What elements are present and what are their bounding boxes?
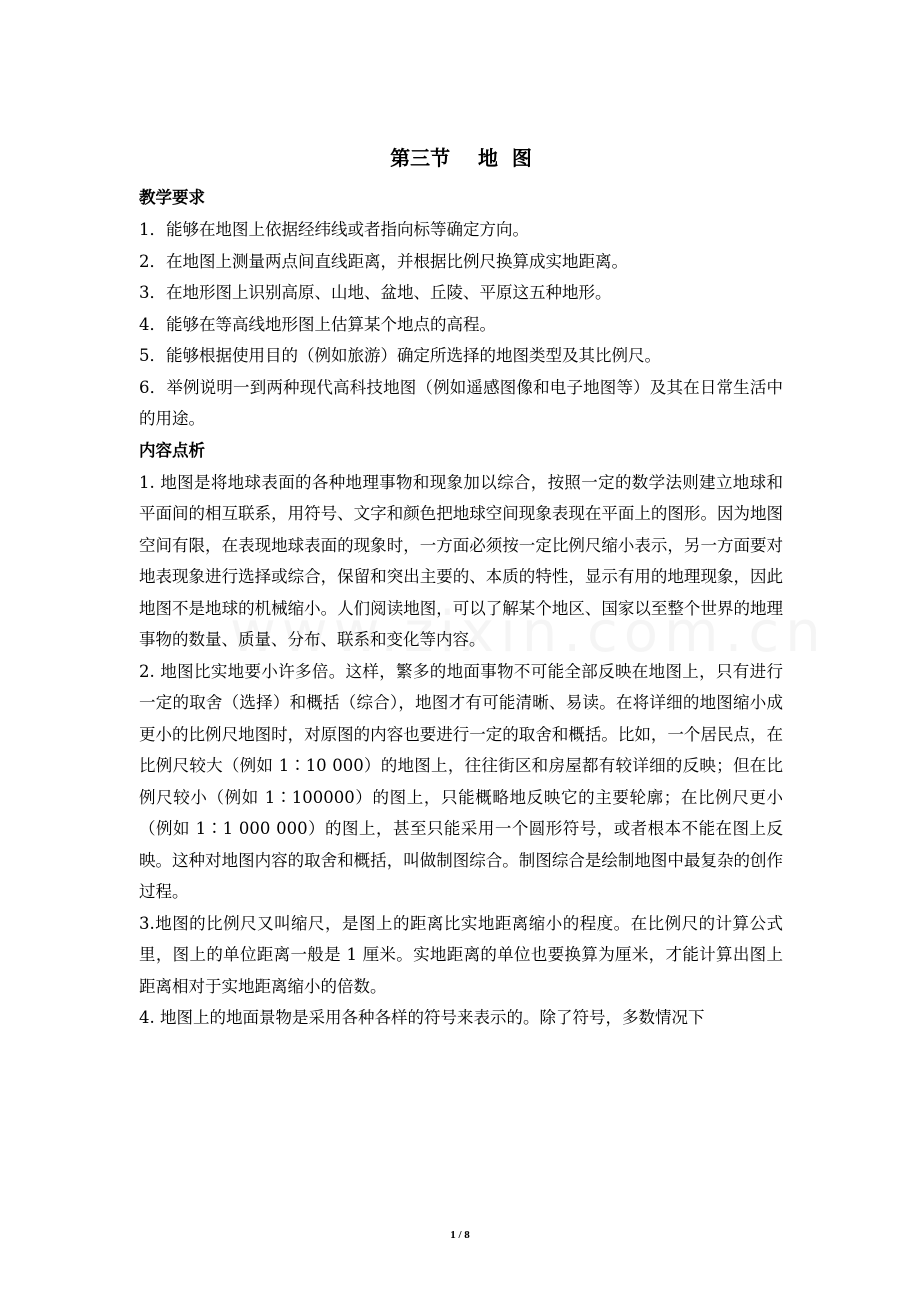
page-content <box>139 140 783 1034</box>
section-heading-analysis: 内容点析 <box>139 440 205 460</box>
analysis-paragraph: 2. 地图比实地要小许多倍。这样，繁多的地面事物不可能全部反映在地图上，只有进行一定的取舍（选择）和概括（综合），地图才有可能清晰、易读。在将详细的地图缩小成更小的比例尺地图时，对原图的内容也要进行一定的取舍和概括。比如，一个居民点，在比例尺较大（例如 1∶10 000）的地图上，往往街区和房屋都有较详细的反映；但在比例尺较小（例如 1∶100000）的图上，只能概略地反映它的主要轮廓；在比例尺更小（例如 1∶1 000 000）的图上，甚至只能采用一个圆形符号，或者根本不能在图上反映。这种对地图内容的取舍和概括，叫做制图综合。制图综合是绘制地图中最复杂的创作过程。 <box>139 661 783 901</box>
page-number: 1 / 8 <box>450 1229 470 1241</box>
requirement-item: 3．在地形图上识别高原、山地、盆地、丘陵、平原这五种地形。 <box>139 283 612 302</box>
section-heading-requirements: 教学要求 <box>139 188 205 207</box>
requirement-item: 4．能够在等高线地形图上估算某个地点的高程。 <box>139 314 496 334</box>
content-analysis-section <box>139 435 783 1034</box>
page-title: 第三节 地 图 <box>390 146 532 170</box>
requirement-item: 5．能够根据使用目的（例如旅游）确定所选择的地图类型及其比例尺。 <box>139 346 661 365</box>
analysis-paragraph: 1. 地图是将地球表面的各种地理事物和现象加以综合，按照一定的数学法则建立地球和平面间的相互联系，用符号、文字和颜色把地球空间现象表现在平面上的图形。因为地图空间有限，在表现地球表面的现象时，一方面必须按一定比例尺缩小表示，另一方面要对地表现象进行选择或综合，保留和突出主要的、本质的特性，显示有用的地理现象，因此地图不是地球的机械缩小。人们阅读地图，可以了解某个地区、国家以至整个世界的地理事物的数量、质量、分布、联系和变化等内容。 <box>139 472 783 649</box>
requirement-item: 6．举例说明一到两种现代高科技地图（例如遥感图像和电子地图等）及其在日常生活中的用途。 <box>139 377 783 428</box>
requirement-item: 2．在地图上测量两点间直线距离，并根据比例尺换算成实地距离。 <box>139 251 628 271</box>
analysis-paragraph: 3.地图的比例尺又叫缩尺，是图上的距离比实地距离缩小的程度。在比例尺的计算公式里，图上的单位距离一般是 1 厘米。实地距离的单位也要换算为厘米，才能计算出图上距离相对于实地距离缩小的倍数。 <box>139 913 783 996</box>
requirement-item: 1．能够在地图上依据经纬线或者指向标等确定方向。 <box>139 220 529 239</box>
analysis-paragraph: 4. 地图上的地面景物是采用各种各样的符号来表示的。除了符号，多数情况下 <box>139 1008 705 1027</box>
teaching-requirements-section <box>139 182 783 435</box>
